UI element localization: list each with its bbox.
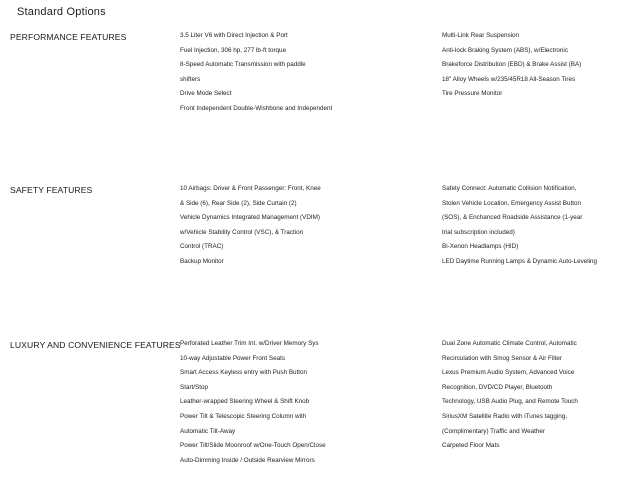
feature-line: Recirculation with Smog Sensor & Air Filter (442, 354, 563, 362)
feature-line: Automatic Tilt-Away (180, 427, 236, 435)
feature-list-right (442, 182, 622, 270)
feature-line: Dual Zone Automatic Climate Control, Automatic (442, 340, 577, 347)
feature-line: Backup Monitor (180, 257, 224, 265)
feature-line: Stolen Vehicle Location, Emergency Assist Button (442, 199, 581, 207)
feature-line: Carpeted Floor Mats (442, 442, 500, 450)
feature-line: Brakeforce Distribution (EBD) & Brake Assist (BA) (442, 61, 582, 69)
feature-line: Perforated Leather Trim Int. w/Driver Memory Sys (180, 340, 319, 347)
feature-line: 8-Speed Automatic Transmission with paddle (180, 61, 306, 69)
feature-list-left (180, 29, 435, 117)
page-title: Standard Options (17, 6, 106, 18)
feature-line: Multi-Link Rear Suspension (442, 32, 519, 39)
feature-list-left (180, 337, 435, 468)
feature-line: Bi-Xenon Headlamps (HID) (442, 243, 519, 251)
feature-line: 3.5 Liter V6 with Direct Injection & Port (180, 32, 288, 39)
feature-line: trial subscription included) (442, 228, 515, 236)
feature-line: SiriusXM Satellite Radio with iTunes tagging, (442, 412, 568, 420)
feature-line: (Complimentary) Traffic and Weather (442, 427, 546, 435)
feature-line: 18" Alloy Wheels w/235/45R18 All-Season Tires (442, 75, 576, 83)
feature-line: Power Tilt & Telescopic Steering Column with (180, 412, 307, 420)
section-heading: PERFORMANCE FEATURES (10, 32, 127, 42)
feature-list-right (442, 29, 622, 102)
feature-line: Vehicle Dynamics Integrated Management (VDIM) (180, 214, 320, 222)
section-heading: LUXURY AND CONVENIENCE FEATURES (10, 340, 181, 350)
feature-line: w/Vehicle Stability Control (VSC), & Traction (180, 228, 304, 236)
feature-line: Drive Mode Select (180, 90, 232, 98)
feature-line: Control (TRAC) (180, 243, 224, 251)
feature-line: Anti-lock Braking System (ABS), w/Electronic (442, 46, 568, 54)
feature-line: (SOS), & Enchanced Roadside Assistance (1-year (442, 214, 583, 222)
feature-line: Start/Stop (180, 383, 209, 391)
feature-line: shifters (180, 75, 201, 83)
section-heading: SAFETY FEATURES (10, 185, 93, 195)
feature-line: Safety Connect: Automatic Collision Notification, (442, 185, 577, 192)
feature-line: Tire Pressure Monitor (442, 90, 503, 98)
feature-line: Leather-wrapped Steering Wheel & Shift Knob (180, 398, 310, 406)
feature-line: & Side (6), Rear Side (2), Side Curtain (2) (180, 199, 297, 207)
feature-line: Lexus Premium Audio System, Advanced Voice (442, 369, 575, 377)
feature-line: Fuel Injection, 306 hp, 277 lb-ft torque (180, 46, 287, 54)
feature-line: 10 Airbags: Driver & Front Passenger: Front, Knee (180, 185, 321, 192)
feature-line: 10-way Adjustable Power Front Seats (180, 354, 286, 362)
feature-list-right (442, 337, 622, 454)
feature-line: Auto-Dimming Inside / Outside Rearview Mirrors (180, 456, 315, 464)
feature-line: Technology, USB Audio Plug, and Remote Touch (442, 398, 578, 406)
feature-line: Smart Access Keyless entry with Push Button (180, 369, 308, 377)
feature-line: Power Tilt/Slide Moonroof w/One-Touch Open/Close (180, 442, 326, 450)
feature-line: Recognition, DVD/CD Player, Bluetooth (442, 383, 553, 391)
feature-list-left (180, 182, 435, 270)
feature-line: LED Daytime Running Lamps & Dynamic Auto-Leveling (442, 257, 598, 265)
feature-line: Front Independent Double-Wishbone and Independent (180, 104, 333, 112)
